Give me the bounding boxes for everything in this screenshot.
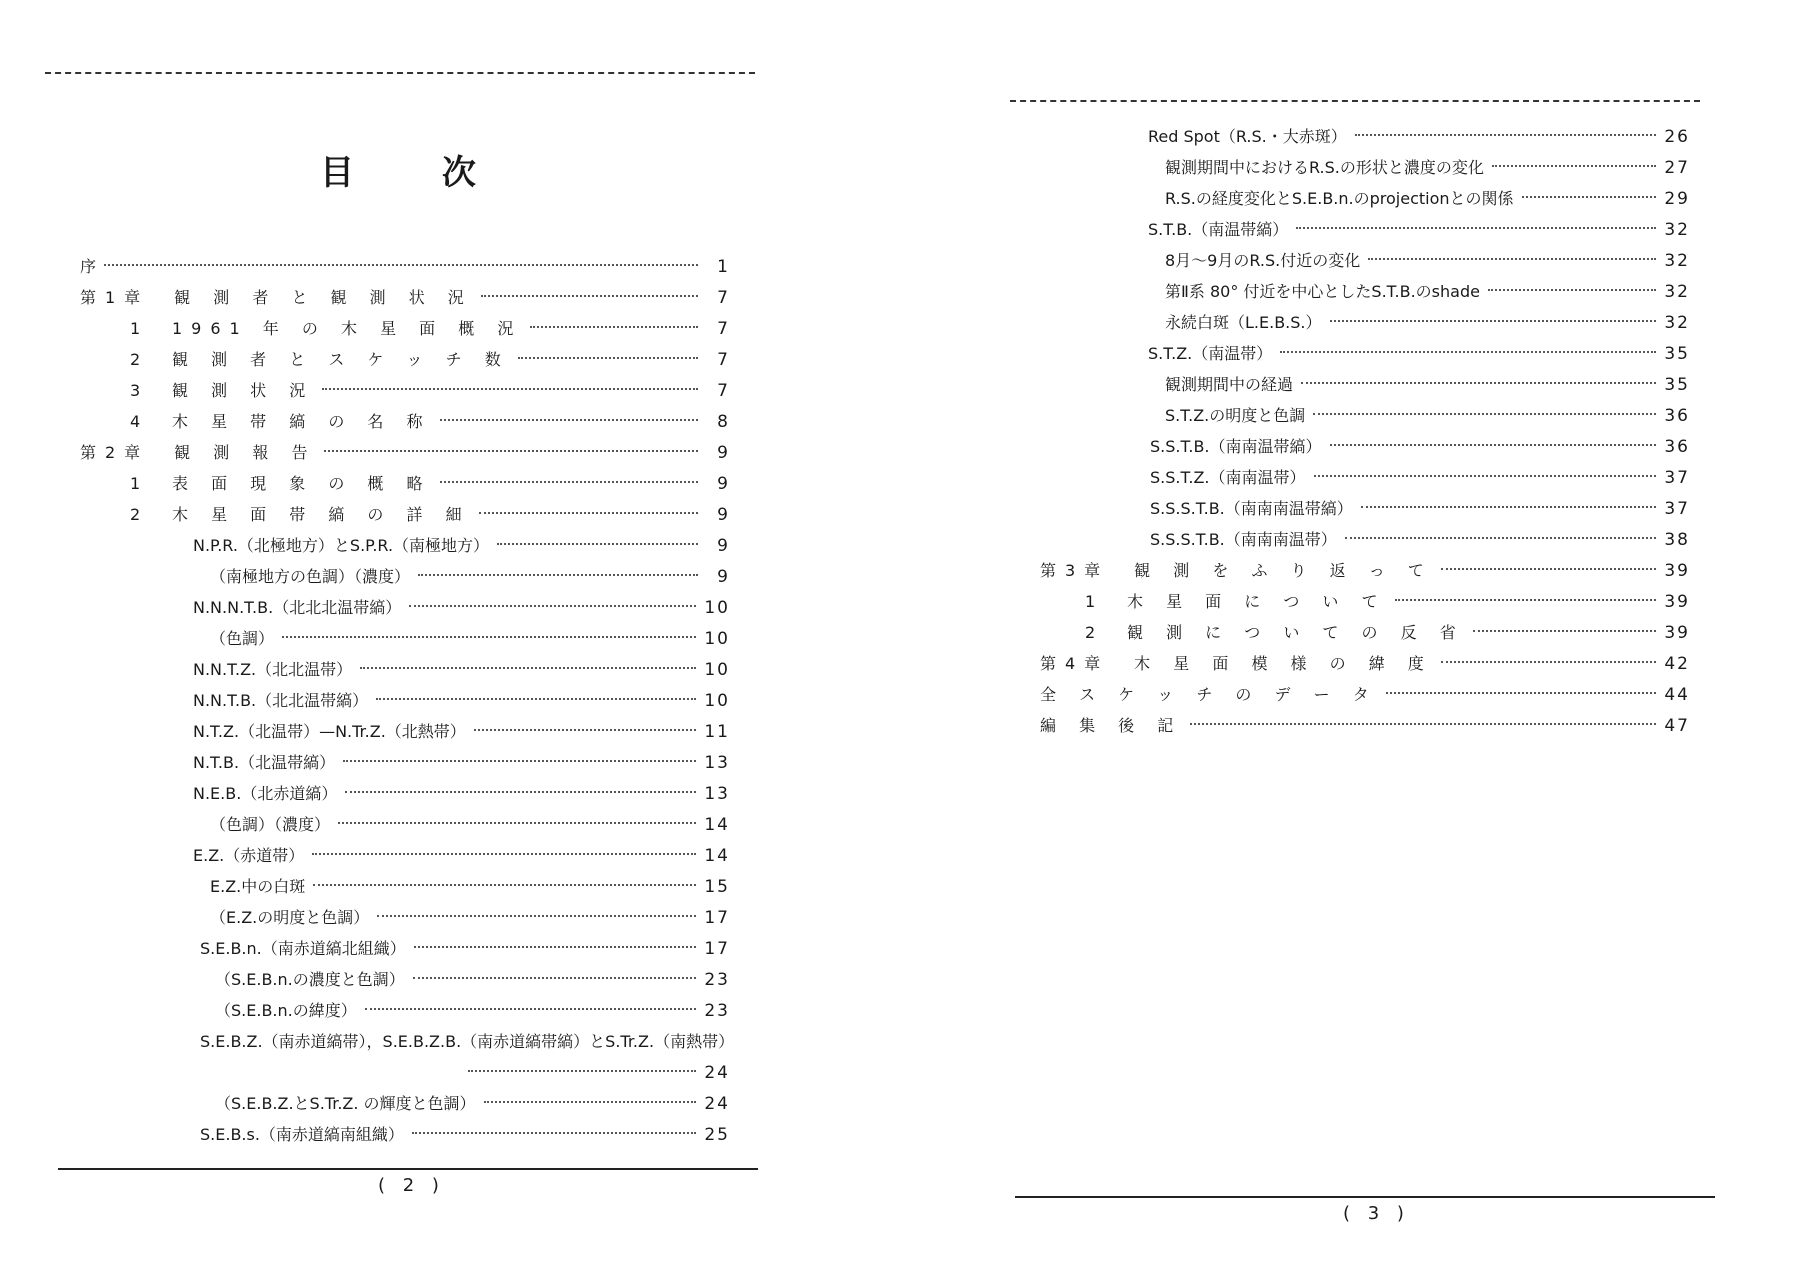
dot-leader (1473, 629, 1657, 632)
toc-title: 目 次 (320, 153, 514, 193)
toc-entry (210, 626, 730, 652)
dot-leader (481, 294, 698, 297)
toc-entry (193, 533, 730, 559)
toc-entry-page: 39 (1664, 561, 1690, 581)
toc-entry-page: 7 (717, 381, 730, 401)
dot-leader (338, 821, 696, 824)
dot-leader (479, 511, 698, 514)
toc-entry-label: 1961 年 の 木 星 面 概 況 (172, 319, 523, 338)
toc-entry (1165, 372, 1690, 398)
dot-leader (440, 480, 698, 483)
dot-leader (1492, 164, 1656, 167)
toc-entry-page: 23 (704, 1001, 730, 1021)
toc-entry-number: 3 (130, 381, 141, 400)
dot-leader (1395, 598, 1657, 601)
toc-entry (1040, 682, 1690, 708)
toc-entry-page: 32 (1664, 251, 1690, 271)
toc-entry-page: 47 (1664, 716, 1690, 736)
toc-entry-label: S.T.Z.（南温帯） (1148, 344, 1273, 363)
dot-leader (1441, 567, 1657, 570)
dot-leader (324, 449, 698, 452)
toc-entry-page: 38 (1664, 530, 1690, 550)
dot-leader (413, 976, 697, 979)
toc-entry-label: 編 集 後 記 (1040, 716, 1183, 735)
toc-entry-label: 第3章 観 測 を ふ り 返 っ て (1040, 561, 1433, 580)
dot-leader (345, 790, 696, 793)
toc-entry-page: 7 (717, 350, 730, 370)
toc-entry (1040, 558, 1690, 584)
dot-leader (484, 1100, 697, 1103)
dot-leader (468, 1069, 696, 1072)
dot-leader (1345, 536, 1657, 539)
toc-entry-label: 木 星 面 に つ い て (1127, 592, 1387, 611)
toc-entry-number: 4 (130, 412, 141, 431)
toc-entry-page: 9 (717, 443, 730, 463)
toc-entry (193, 688, 730, 714)
toc-entry (210, 564, 730, 590)
toc-entry (1165, 248, 1690, 274)
dot-leader (414, 945, 697, 948)
toc-entry-label: 全 ス ケ ッ チ の デ ー タ (1040, 685, 1378, 704)
toc-entry (1165, 310, 1690, 336)
dot-leader (418, 573, 698, 576)
toc-entry (210, 874, 730, 900)
toc-entry (80, 254, 730, 280)
toc-entry (130, 347, 730, 373)
toc-entry-page: 25 (704, 1125, 730, 1145)
toc-entry (1165, 155, 1690, 181)
dot-leader (365, 1007, 697, 1010)
page-number: ( 3 ) (1343, 1203, 1410, 1224)
toc-entry-label: 観測期間中におけるR.S.の形状と濃度の変化 (1165, 158, 1484, 177)
toc-entry-page: 23 (704, 970, 730, 990)
toc-entry-page: 9 (717, 474, 730, 494)
toc-entry (193, 781, 730, 807)
toc-entry-page: 15 (704, 877, 730, 897)
toc-entry-label: S.S.T.B.（南南温帯縞） (1150, 437, 1322, 456)
toc-entry (1085, 620, 1690, 646)
toc-entry (130, 316, 730, 342)
toc-entry-label: N.N.T.B.（北北温帯縞） (193, 691, 369, 710)
toc-entry-page: 10 (704, 660, 730, 680)
toc-entry (130, 409, 730, 435)
toc-entry-page: 44 (1664, 685, 1690, 705)
toc-entry (193, 719, 730, 745)
toc-entry (1085, 589, 1690, 615)
dot-leader (1386, 691, 1657, 694)
toc-entry-label: （S.E.B.n.の濃度と色調） (215, 970, 405, 989)
toc-entry-page: 35 (1664, 344, 1690, 364)
toc-entry-label: （色調） (210, 629, 275, 648)
toc-entry-label: 永続白斑（L.E.B.S.） (1165, 313, 1322, 332)
dot-leader (1296, 226, 1656, 229)
toc-entry-page: 36 (1664, 437, 1690, 457)
toc-entry-number: 2 (130, 350, 141, 369)
toc-entry-label: 表 面 現 象 の 概 略 (172, 474, 432, 493)
dot-leader (1441, 660, 1657, 663)
toc-entry-page: 9 (717, 567, 730, 587)
toc-entry-label: S.E.B.n.（南赤道縞北組織） (200, 939, 406, 958)
toc-entry-page: 17 (704, 908, 730, 928)
toc-entry-page: 13 (704, 784, 730, 804)
toc-entry-label: 観 測 に つ い て の 反 省 (1127, 623, 1465, 642)
toc-entry-page: 9 (717, 505, 730, 525)
toc-entry-page: 36 (1664, 406, 1690, 426)
dot-leader (474, 728, 697, 731)
toc-entry (200, 1029, 735, 1055)
toc-entry-page: 17 (704, 939, 730, 959)
toc-entry-label: （E.Z.の明度と色調） (210, 908, 370, 927)
dot-leader (1301, 381, 1656, 384)
dot-leader (440, 418, 698, 421)
dot-leader (312, 852, 696, 855)
toc-entry-page: 9 (717, 536, 730, 556)
toc-entry-label: S.S.S.T.B.（南南南温帯） (1150, 530, 1337, 549)
dot-leader (1330, 319, 1657, 322)
toc-entry-label: 序 (80, 257, 97, 276)
toc-entry-page: 24 (704, 1094, 730, 1114)
toc-entry-label: S.T.B.（南温帯縞） (1148, 220, 1289, 239)
toc-entry (130, 471, 730, 497)
toc-entry-label: S.E.B.Z.（南赤道縞帯），S.E.B.Z.B.（南赤道縞帯縞）とS.Tr.Z.（南熱帯） (200, 1032, 735, 1051)
toc-entry-label: （色調）（濃度） (210, 815, 331, 834)
dot-leader (1488, 288, 1656, 291)
toc-entry-label: 8月〜9月のR.S.付近の変化 (1165, 251, 1361, 270)
toc-entry-number: 1 (130, 319, 141, 338)
toc-entry-label: 第Ⅱ系 80° 付近を中心としたS.T.B.のshade (1165, 282, 1480, 301)
toc-entry-label: S.S.T.Z.（南南温帯） (1150, 468, 1306, 487)
dot-leader (412, 1131, 696, 1134)
toc-entry-label: N.N.T.Z.（北北温帯） (193, 660, 353, 679)
toc-entry-page: 7 (717, 319, 730, 339)
toc-entry (215, 1091, 730, 1117)
toc-entry-label: 木 星 帯 縞 の 名 称 (172, 412, 432, 431)
toc-entry (193, 595, 730, 621)
toc-entry-page: 14 (704, 846, 730, 866)
toc-entry-label: Red Spot（R.S.・大赤斑） (1148, 127, 1347, 146)
toc-entry-label: 第4章 木 星 面 模 様 の 緯 度 (1040, 654, 1433, 673)
toc-entry-label: R.S.の経度変化とS.E.B.n.のprojectionとの関係 (1165, 189, 1514, 208)
toc-entry-label: 観 測 状 況 (172, 381, 315, 400)
dot-leader (313, 883, 696, 886)
toc-entry-number: 2 (130, 505, 141, 524)
toc-entry (200, 1122, 730, 1148)
toc-entry (1165, 279, 1690, 305)
toc-entry-label: N.E.B.（北赤道縞） (193, 784, 338, 803)
dot-leader (322, 387, 698, 390)
right-page (900, 0, 1800, 1272)
toc-entry (210, 812, 730, 838)
toc-entry-page: 10 (704, 598, 730, 618)
dot-leader (104, 263, 698, 266)
toc-entry-page: 37 (1664, 468, 1690, 488)
toc-entry (80, 440, 730, 466)
toc-entry-label: 第1章 観 測 者 と 観 測 状 況 (80, 288, 473, 307)
toc-entry-number: 1 (130, 474, 141, 493)
toc-entry-page: 10 (704, 691, 730, 711)
toc-entry (80, 285, 730, 311)
toc-entry (1150, 496, 1690, 522)
toc-entry (1165, 403, 1690, 429)
toc-entry (1040, 651, 1690, 677)
page-number: ( 2 ) (378, 1175, 445, 1196)
toc-entry-label: N.T.Z.（北温帯）—N.Tr.Z.（北熱帯） (193, 722, 466, 741)
toc-entry-page: 1 (717, 257, 730, 277)
toc-entry-label: （南極地方の色調）（濃度） (210, 567, 411, 586)
toc-entry-page: 10 (704, 629, 730, 649)
toc-entry-label: S.E.B.s.（南赤道縞南組織） (200, 1125, 404, 1144)
toc-entry (210, 905, 730, 931)
toc-entry-page: 7 (717, 288, 730, 308)
dot-leader (1355, 133, 1657, 136)
dot-leader (377, 914, 696, 917)
toc-entry-page: 32 (1664, 282, 1690, 302)
toc-entry-page: 26 (1664, 127, 1690, 147)
toc-entry (1040, 713, 1690, 739)
dot-leader (1522, 195, 1657, 198)
toc-entry (1148, 341, 1690, 367)
toc-entry-page: 42 (1664, 654, 1690, 674)
toc-entry-label: N.N.N.T.B.（北北北温帯縞） (193, 598, 402, 617)
toc-entry (130, 378, 730, 404)
toc-entry (1150, 527, 1690, 553)
toc-entry-page: 32 (1664, 220, 1690, 240)
toc-entry-number: 1 (1085, 592, 1096, 611)
top-rule (45, 72, 755, 74)
bottom-rule (1015, 1196, 1715, 1198)
toc-entry-page: 27 (1664, 158, 1690, 178)
toc-entry-label: 観 測 者 と ス ケ ッ チ 数 (172, 350, 510, 369)
toc-entry-label: S.S.S.T.B.（南南南温帯縞） (1150, 499, 1353, 518)
toc-entry-page: 32 (1664, 313, 1690, 333)
dot-leader (1330, 443, 1657, 446)
toc-entry-continued (460, 1060, 730, 1086)
toc-entry (193, 843, 730, 869)
toc-entry (1148, 124, 1690, 150)
toc-entry-page: 13 (704, 753, 730, 773)
toc-entry-page: 37 (1664, 499, 1690, 519)
top-rule (1010, 100, 1700, 102)
toc-entry (1150, 465, 1690, 491)
dot-leader (1361, 505, 1657, 508)
toc-entry-page: 11 (704, 722, 730, 742)
toc-entry (215, 998, 730, 1024)
toc-entry (1150, 434, 1690, 460)
toc-entry (193, 750, 730, 776)
dot-leader (360, 666, 696, 669)
toc-entry-page: 39 (1664, 623, 1690, 643)
toc-entry (1165, 186, 1690, 212)
toc-entry-page: 29 (1664, 189, 1690, 209)
dot-leader (376, 697, 696, 700)
dot-leader (409, 604, 696, 607)
toc-entry (130, 502, 730, 528)
toc-entry-label: 木 星 面 帯 縞 の 詳 細 (172, 505, 471, 524)
dot-leader (1314, 474, 1657, 477)
toc-entry (193, 657, 730, 683)
dot-leader (1190, 722, 1656, 725)
toc-entry (1148, 217, 1690, 243)
toc-entry-number: 2 (1085, 623, 1096, 642)
toc-entry-label: 観測期間中の経過 (1165, 375, 1294, 394)
toc-entry-page: 14 (704, 815, 730, 835)
toc-entry-label: S.T.Z.の明度と色調 (1165, 406, 1306, 425)
toc-entry-label: 第2章 観 測 報 告 (80, 443, 317, 462)
dot-leader (1313, 412, 1656, 415)
toc-entry-label: E.Z.（赤道帯） (193, 846, 305, 865)
toc-entry-label: N.P.R.（北極地方）とS.P.R.（南極地方） (193, 536, 490, 555)
toc-entry-label: E.Z.中の白斑 (210, 877, 306, 896)
toc-entry (200, 936, 730, 962)
toc-entry-label: N.T.B.（北温帯縞） (193, 753, 336, 772)
toc-entry (215, 967, 730, 993)
dot-leader (1280, 350, 1656, 353)
dot-leader (518, 356, 698, 359)
dot-leader (343, 759, 696, 762)
bottom-rule (58, 1168, 758, 1170)
dot-leader (1368, 257, 1656, 260)
toc-entry-page: 39 (1664, 592, 1690, 612)
toc-entry-page: 35 (1664, 375, 1690, 395)
toc-entry-page: 8 (717, 412, 730, 432)
toc-entry-label: （S.E.B.Z.とS.Tr.Z. の輝度と色調） (215, 1094, 476, 1113)
toc-entry-label: （S.E.B.n.の緯度） (215, 1001, 357, 1020)
dot-leader (497, 542, 698, 545)
dot-leader (530, 325, 698, 328)
toc-entry-page: 24 (704, 1063, 730, 1083)
dot-leader (282, 635, 696, 638)
